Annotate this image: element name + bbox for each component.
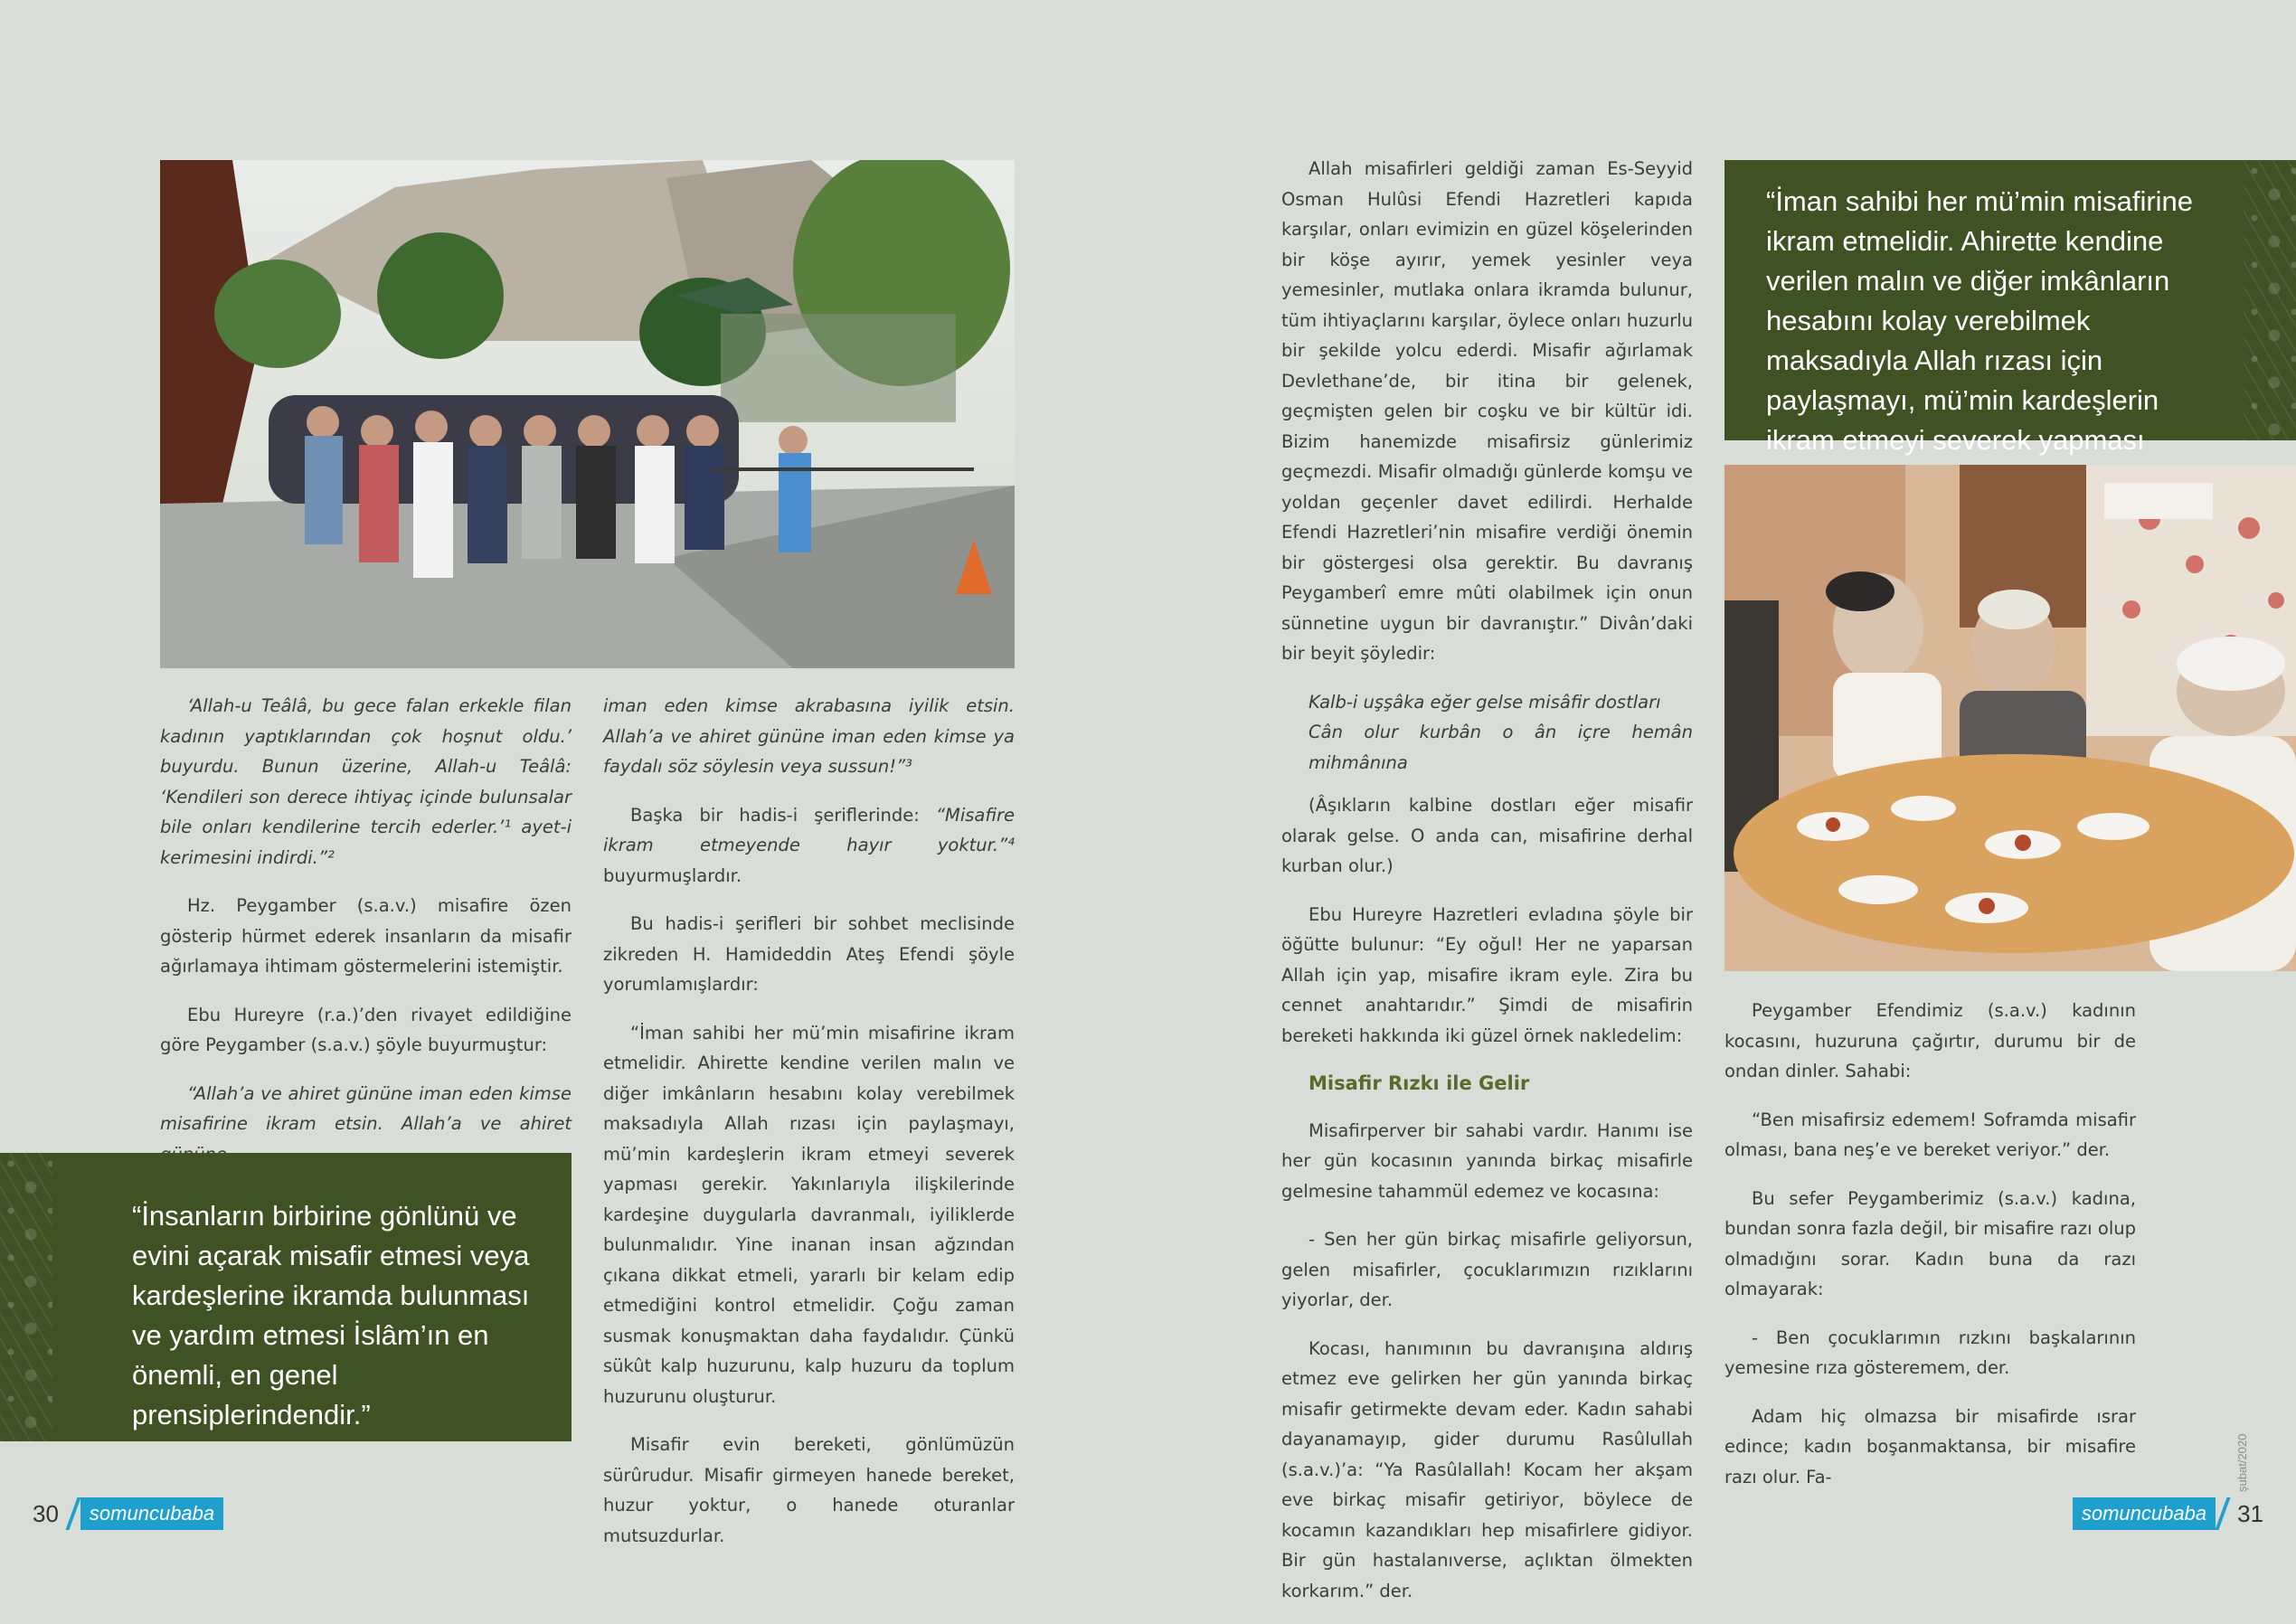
ornament-pattern (2244, 160, 2296, 440)
left-folio (33, 1496, 223, 1532)
poem-couplet (1281, 687, 1693, 779)
pull-quote-text: “İman sahibi her mü’min misafirine ikram etmelidir. Ahirette kendine verilen malın ve diğer imkânların hesabını kolay verebilmek maksadıyla Allah rızası için paylaşmayı, mü’min kardeşlerin ikram etmeyi severek yapması (1766, 185, 2194, 456)
body-paragraph: (Âşıkların kalbine dostları eğer misafir olarak gelse. O anda can, misafirine derhal kurban olur.) (1281, 795, 1693, 876)
left-column-1 (160, 691, 572, 1187)
body-paragraph: Misafir evin bereketi, gönlümüzün sürûrudur. Misafir girmeyen hanede bereket, huzur yoktur, o hanede oturanlar mutsuzdurlar. (603, 1434, 1015, 1546)
text-span: Başka bir hadis-i şeriflerinde: (630, 804, 936, 826)
body-paragraph: Allah misafirleri geldiği zaman Es-Seyyid Osman Hulûsi Efendi Hazretleri kapıda karşılar, onları evimizin en güzel köşelerinden bir köşe ayırır, yemek yesinler veya yemesinler, mutlaka onlara ikramda bulunur, tüm ihtiyaçlarını karşılar, öylece onları huzurlu bir şekilde yolcu ederdi. Misafir ağırlamak Devlethane’de, bir itina bir gelenek, geçmişten gelen bir coşku ve bir kültür idi. Bizim hanemizde misafirsiz günlerimiz geçmezdi. Misafir olmadığı günlerde komşu ve yoldan geçenler davet edilirdi. Herhalde Efendi Hazretleri’nin misafire verdiği önemin bir göstergesi olsa gerektir. Bu davranış Peygamberî emre mûti olabilmek için onun sünnetine uygun bir davranıştır.” Divân’daki bir beyit şöyledir: (1281, 158, 1693, 664)
right-pull-quote (1724, 160, 2296, 456)
body-paragraph: - Ben çocuklarımın rızkını başkalarının yemesine rıza gösteremem, der. (1724, 1327, 2136, 1378)
left-column-2 (603, 691, 1015, 1569)
right-column-1 (1281, 154, 1693, 1624)
left-pull-quote (0, 1153, 572, 1441)
section-heading: Misafir Rızkı ile Gelir (1309, 1072, 1530, 1094)
body-paragraph: Peygamber Efendimiz (s.a.v.) kadının kocasını, huzuruna çağırtır, durumu bir de ondan dinler. Sahabi: (1724, 1000, 2136, 1081)
poem-line: Cân olur kurbân o ân içre hemân mihmânına (1309, 722, 1693, 773)
body-paragraph: ‘Allah-u Teâlâ, bu gece falan erkekle filan kadının yaptıklarından çok hoşnut oldu.’ buyurdu. Bunun üzerine, Allah-u Teâlâ: ‘Kendileri son derece ihtiyaç içinde bulunsalar bile onları kendilerine tercih ederler.’¹ ayet-i kerimesini indirdi.”² (160, 695, 572, 868)
body-paragraph: - Sen her gün birkaç misafirle geliyorsun, gelen misafirler, çocuklarımızın rızıklarını yiyorlar, der. (1281, 1229, 1693, 1310)
body-paragraph: “Ben misafirsiz edemem! Soframda misafir olması, bana neş’e ve bereket veriyor.” der. (1724, 1109, 2136, 1160)
right-folio (2073, 1496, 2263, 1532)
dinner-table-photo (1724, 465, 2296, 971)
crowd-walking-photo (160, 160, 1015, 668)
brand-logo: somuncubaba (80, 1497, 223, 1530)
body-paragraph: Ebu Hureyre (r.a.)’den rivayet edildiğine göre Peygamber (s.a.v.) şöyle buyurmuştur: (160, 1004, 572, 1055)
folio-slash (2216, 1497, 2231, 1530)
body-paragraph: Hz. Peygamber (s.a.v.) misafire özen gösterip hürmet ederek insanların da misafir ağırlamaya ihtimam göstermelerini istemiştir. (160, 895, 572, 977)
hadith-quote: iman eden kimse akrabasına iyilik etsin. Allah’a ve ahiret gününe iman eden kimse ya faydalı söz söylesin veya sussun!”³ (603, 695, 1015, 777)
body-paragraph (603, 800, 1015, 892)
body-paragraph: Bu hadis-i şerifleri bir sohbet meclisinde zikreden H. Hamideddin Ateş Efendi şöyle yorumlamışlardır: (603, 913, 1015, 995)
right-column-2 (1724, 996, 2136, 1510)
body-paragraph: “İman sahibi her mü’min misafirine ikram etmelidir. Ahirette kendine verilen malın ve diğer imkânların hesabını kolay verebilmek maksadıyla Allah rızası için paylaşmayı, mü’min kardeşlerin ikram etmeyi severek yapması gerekir. Yakınlarıyla ilişkilerinde kardeşine duygularla davranmalı, iyiliklerde bulunmalıdır. Yine inanan insan ağzından çıkana dikkat etmeli, yararlı bir kelam edip etmediğini kontrol etmelidir. Çoğu zaman susmak konuşmaktan daha faydalıdır. Çünkü sükût kalp huzurunu, kalp huzuru da toplum huzurunu oluşturur. (603, 1022, 1015, 1407)
text-span: buyurmuşlardır. (603, 864, 742, 886)
page-number: 31 (2237, 1499, 2263, 1527)
issue-date: şubat/2020 (2235, 1433, 2249, 1492)
poem-line: Kalb-i uşşâka eğer gelse misâfir dostları (1309, 691, 1661, 713)
page-number: 30 (33, 1499, 59, 1527)
body-paragraph: Adam hiç olmazsa bir misafirde ısrar edince; kadın boşanmaktansa, bir misafire razı olur. Fa- (1724, 1405, 2136, 1487)
folio-slash (65, 1497, 80, 1530)
pull-quote-text: “İnsanların birbirine gönlünü ve evini açarak misafir etmesi veya kardeşlerine ikramda bulunması ve yardım etmesi İslâm’ın en önemli, en genel prensiplerindendir.” (132, 1200, 530, 1430)
body-paragraph: Bu sefer Peygamberimiz (s.a.v.) kadına, bundan sonra fazla değil, bir misafire razı olup olmadığını sorar. Kadın buna da razı olmayarak: (1724, 1187, 2136, 1299)
hadith-quote: “Misafire ikram etmeyende hayır yoktur.”⁴ (603, 804, 1015, 855)
body-paragraph: Kocası, hanımının bu davranışına aldırış etmez eve gelirken her gün yanında birkaç misafir getirmekte devam eder. Kadın sahabi dayanamayıp, gider durumu Rasûlullah (s.a.v.)’a: “Ya Rasûlallah! Kocam her akşam eve birkaç misafir getiriyor, böylece de kocamın kazandıkları hep misafirlere gidiyor. Bir gün hastalanıverse, açlıktan ölmekten korkarım.” der. (1281, 1337, 1693, 1601)
body-paragraph: Ebu Hureyre Hazretleri evladına şöyle bir öğütte bulunur: “Ey oğul! Her ne yaparsan Allah için yap, misafire ikram eyle. Zira bu cennet anahtarıdır.” Şimdi de misafirin bereketi hakkında iki güzel örnek nakledelim: (1281, 903, 1693, 1046)
brand-logo: somuncubaba (2073, 1497, 2216, 1530)
ornament-pattern (0, 1153, 52, 1441)
hadith-quote: “Allah’a ve ahiret gününe iman eden kimse misafirine ikram etsin. Allah’a ve ahiret (160, 1082, 572, 1134)
body-paragraph: Misafirperver bir sahabi vardır. Hanımı ise her gün kocasının yanında birkaç misafirle gelmesine tahammül edemez ve kocasına: (1281, 1119, 1693, 1202)
